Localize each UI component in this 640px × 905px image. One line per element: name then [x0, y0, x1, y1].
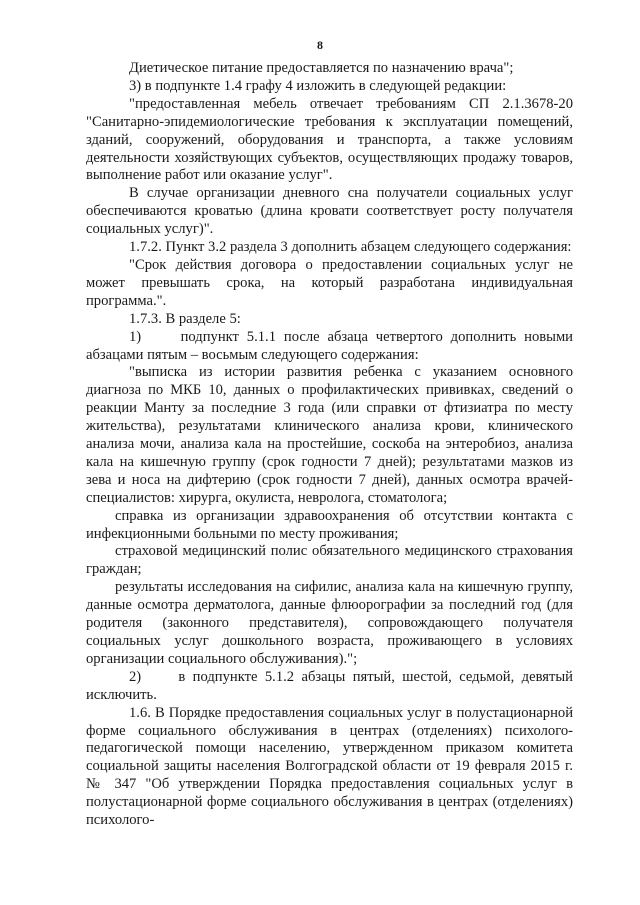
paragraph: "Срок действия договора о предоставлении социальных услуг не может превышать срока, на который разработана индивидуальная программа.". [86, 256, 573, 309]
paragraph: справка из организации здравоохранения об отсутствии контакта с инфекционными больными по месту проживания; [86, 507, 573, 542]
page-number: 8 [317, 38, 323, 52]
paragraph: страховой медицинский полис обязательного медицинского страхования граждан; [86, 543, 573, 578]
paragraph: 3) в подпункте 1.4 графу 4 изложить в следующей редакции: [129, 77, 507, 94]
paragraph: Диетическое питание предоставляется по назначению врача"; [129, 60, 514, 76]
paragraph: 1.6. В Порядке предоставления социальных услуг в полустационарной форме социального обслуживания в центрах (отделениях) психолого-педагогической помощи населению, утвержденном приказом комитета социальной защиты населения Волгоградской области от 19 февраля 2015 г. № 347 "Об утверждении Порядка предоставления социальных услуг в полустационарной форме социального обслуживания в центрах (отделениях) психолого- [86, 704, 573, 829]
paragraph: "выписка из истории развития ребенка с указанием основного диагноза по МКБ 10, данных о профилактических прививках, сведений о реакции Манту за последние 3 года (или справки от фтизиатра по месту жительства), результатами клинического анализа крови, клинического анализа мочи, анализа кала на простейшие, соскоба на энтеробиоз, анализа кала на кишечную группу (срок годности 7 дней); результатами мазков из зева и носа на дифтерию (срок годности 7 дней), данных осмотра врачей-специалистов: хирурга, окулиста, невролога, стоматолога; [86, 364, 573, 506]
paragraph: "предоставленная мебель отвечает требованиям СП 2.1.3678-20 "Санитарно-эпидемиологические требования к эксплуатации помещений, зданий, сооружений, оборудования и транспорта, а также условиям деятельности хозяйствующих субъектов, осуществляющих продажу товаров, выполнение работ или оказание услуг". [86, 95, 573, 184]
paragraph: 1) подпункт 5.1.1 после абзаца четвертого дополнить новыми абзацами пятым – восьмым следующего содержания: [86, 328, 573, 363]
paragraph: результаты исследования на сифилис, анализа кала на кишечную группу, данные осмотра дерматолога, данные флюорографии за последний год (для родителя (законного представителя), сопровождающего получателя социальных услуг дошкольного возраста, проживающего в условиях организации социального обслуживания)."; [86, 579, 573, 667]
paragraph: В случае организации дневного сна получатели социальных услуг обеспечиваются кроватью (длина кровати соответствует росту получателя социальных услуг)". [86, 185, 573, 238]
paragraph: 1.7.3. В разделе 5: [129, 310, 241, 327]
paragraph: 2) в подпункте 5.1.2 абзацы пятый, шестой, седьмой, девятый исключить. [86, 668, 573, 703]
paragraph: 1.7.2. Пункт 3.2 раздела 3 дополнить абзацем следующего содержания: [129, 239, 572, 256]
document-body [86, 60, 573, 830]
